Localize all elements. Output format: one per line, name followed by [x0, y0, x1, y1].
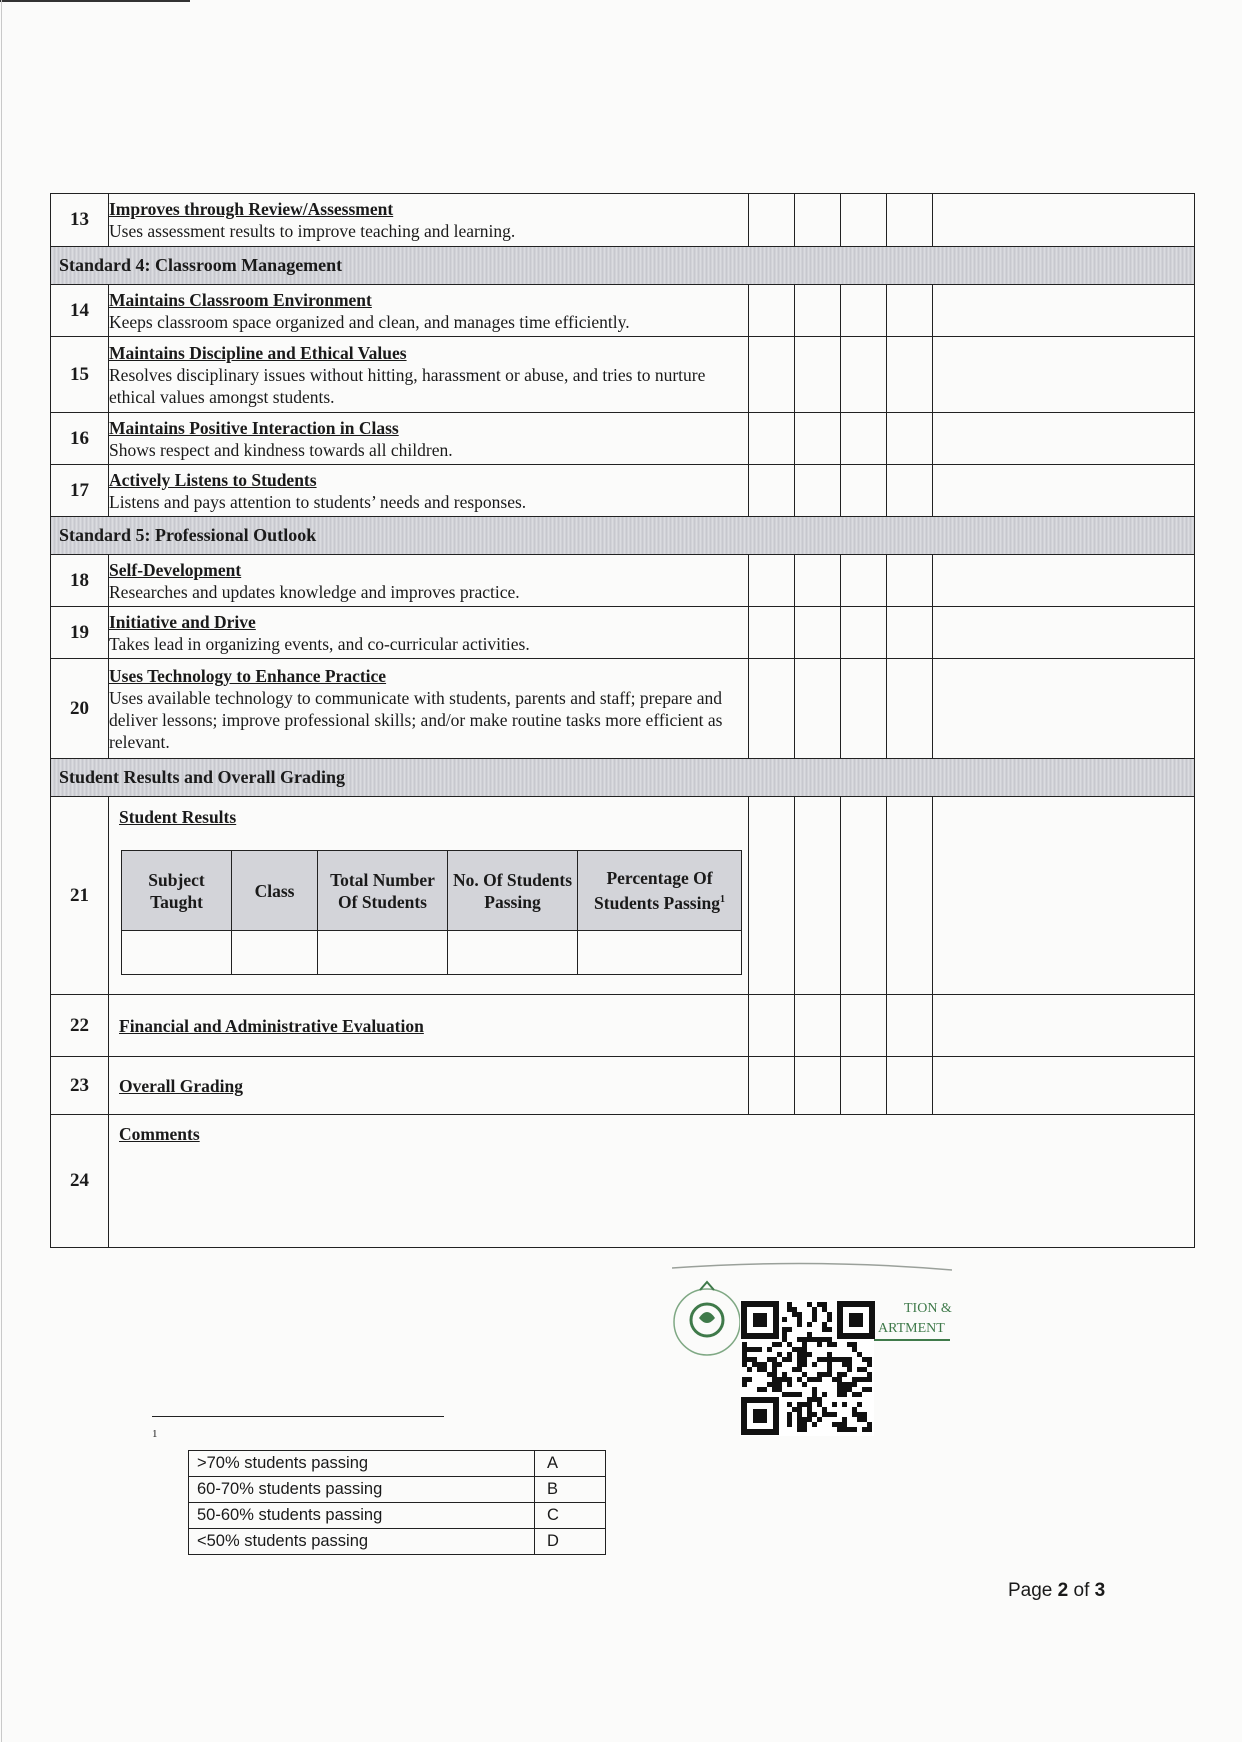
grade-criterion: <50% students passing	[189, 1529, 535, 1555]
rating-cell[interactable]	[795, 337, 841, 413]
row-number: 22	[51, 995, 109, 1057]
remarks-cell[interactable]	[933, 194, 1195, 247]
stamp-graphic	[672, 1262, 952, 1450]
remarks-cell[interactable]	[933, 607, 1195, 659]
criterion-cell	[109, 555, 749, 607]
criterion-title: Maintains Discipline and Ethical Values	[109, 342, 407, 363]
total-pages: 3	[1094, 1580, 1106, 1601]
table-row	[51, 659, 1195, 759]
rating-cell[interactable]	[795, 607, 841, 659]
table-row	[51, 607, 1195, 659]
financial-evaluation-title: Financial and Administrative Evaluation	[119, 1015, 424, 1036]
rating-cell[interactable]	[795, 659, 841, 759]
grading-scale-table	[188, 1450, 606, 1555]
row-number: 14	[51, 285, 109, 337]
remarks-cell[interactable]	[933, 413, 1195, 465]
criterion-title: Maintains Classroom Environment	[109, 289, 372, 310]
table-row	[189, 1477, 606, 1503]
rating-cell[interactable]	[841, 797, 887, 995]
percentage-header-text: Percentage Of Students Passing	[594, 868, 720, 913]
criterion-cell	[109, 1057, 749, 1115]
standard-header-row	[51, 247, 1195, 285]
total-students-input-cell[interactable]	[318, 931, 448, 975]
criterion-title: Self-Development	[109, 559, 242, 580]
criterion-description: Listens and pays attention to students’ needs and responses.	[109, 491, 527, 512]
rating-cell[interactable]	[749, 555, 795, 607]
table-row	[51, 1115, 1195, 1248]
overall-grading-title: Overall Grading	[119, 1075, 243, 1096]
standard-header-row	[51, 759, 1195, 797]
top-edge-line	[0, 0, 190, 2]
row-number: 23	[51, 1057, 109, 1115]
criterion-title: Maintains Positive Interaction in Class	[109, 417, 399, 438]
evaluation-table	[50, 193, 1195, 1248]
rating-cell[interactable]	[749, 285, 795, 337]
emblem-icon	[674, 1282, 740, 1355]
student-results-title: Student Results	[119, 807, 237, 827]
students-passing-input-cell[interactable]	[448, 931, 578, 975]
grade-letter: A	[535, 1451, 606, 1477]
current-page: 2	[1057, 1580, 1069, 1601]
criterion-title: Actively Listens to Students	[109, 469, 317, 490]
rating-cell[interactable]	[841, 413, 887, 465]
remarks-cell[interactable]	[933, 465, 1195, 517]
rating-cell[interactable]	[795, 1057, 841, 1115]
row-number: 15	[51, 337, 109, 413]
student-results-table	[121, 850, 742, 975]
rating-cell[interactable]	[841, 337, 887, 413]
rating-cell[interactable]	[749, 797, 795, 995]
remarks-cell[interactable]	[933, 555, 1195, 607]
column-header: Subject Taught	[122, 851, 232, 931]
grade-criterion: >70% students passing	[189, 1451, 535, 1477]
table-row	[51, 995, 1195, 1057]
table-row	[189, 1529, 606, 1555]
rating-cell[interactable]	[749, 194, 795, 247]
rating-cell[interactable]	[749, 995, 795, 1057]
percentage-input-cell[interactable]	[578, 931, 742, 975]
remarks-cell[interactable]	[933, 337, 1195, 413]
grade-criterion: 60-70% students passing	[189, 1477, 535, 1503]
rating-cell[interactable]	[749, 1057, 795, 1115]
remarks-cell[interactable]	[933, 1057, 1195, 1115]
grade-criterion: 50-60% students passing	[189, 1503, 535, 1529]
svg-text:TION &: TION &	[904, 1301, 952, 1316]
row-number: 16	[51, 413, 109, 465]
rating-cell[interactable]	[749, 337, 795, 413]
rating-cell[interactable]	[841, 555, 887, 607]
criterion-description: Takes lead in organizing events, and co-curricular activities.	[109, 633, 530, 654]
rating-cell[interactable]	[749, 465, 795, 517]
student-results-entry-row	[122, 931, 742, 975]
rating-cell[interactable]	[887, 413, 933, 465]
department-stamp	[672, 1262, 952, 1450]
page-number: Page 2 of 3	[1008, 1580, 1106, 1601]
rating-cell[interactable]	[749, 413, 795, 465]
table-row	[51, 1057, 1195, 1115]
grade-letter: B	[535, 1477, 606, 1503]
rating-cell[interactable]	[887, 607, 933, 659]
criterion-description: Keeps classroom space organized and clean, and manages time efficiently.	[109, 311, 630, 332]
rating-cell[interactable]	[841, 607, 887, 659]
row-number: 19	[51, 607, 109, 659]
table-row	[189, 1451, 606, 1477]
table-row	[51, 285, 1195, 337]
criterion-description: Researches and updates knowledge and improves practice.	[109, 581, 520, 602]
student-results-header-row	[122, 851, 742, 931]
rating-cell[interactable]	[841, 194, 887, 247]
rating-cell[interactable]	[749, 607, 795, 659]
criterion-title: Initiative and Drive	[109, 611, 256, 632]
column-header: No. Of Students Passing	[448, 851, 578, 931]
table-row	[51, 337, 1195, 413]
remarks-cell[interactable]	[933, 659, 1195, 759]
criterion-description: Uses assessment results to improve teaching and learning.	[109, 221, 516, 241]
rating-cell[interactable]	[887, 285, 933, 337]
results-section-heading: Student Results and Overall Grading	[51, 759, 1195, 797]
rating-cell[interactable]	[887, 465, 933, 517]
rating-cell[interactable]	[841, 1057, 887, 1115]
standard-5-heading: Standard 5: Professional Outlook	[51, 517, 1195, 555]
column-header	[578, 851, 742, 931]
table-row	[51, 797, 1195, 995]
rating-cell[interactable]	[841, 995, 887, 1057]
rating-cell[interactable]	[795, 413, 841, 465]
rating-cell[interactable]	[795, 194, 841, 247]
class-input-cell[interactable]	[232, 931, 318, 975]
criterion-cell	[109, 285, 749, 337]
criterion-title: Uses Technology to Enhance Practice	[109, 665, 387, 686]
rating-cell[interactable]	[887, 995, 933, 1057]
table-row	[51, 465, 1195, 517]
criterion-cell	[109, 194, 749, 247]
row-number: 17	[51, 465, 109, 517]
svg-text:ARTMENT: ARTMENT	[878, 1321, 945, 1336]
column-header: Class	[232, 851, 318, 931]
rating-cell[interactable]	[795, 555, 841, 607]
footnote-separator	[152, 1416, 444, 1417]
footnote-marker: 1	[152, 1428, 158, 1440]
qr-code-icon	[740, 1300, 874, 1436]
rating-cell[interactable]	[887, 659, 933, 759]
rating-cell[interactable]	[795, 995, 841, 1057]
remarks-cell[interactable]	[933, 797, 1195, 995]
rating-cell[interactable]	[795, 285, 841, 337]
criterion-cell	[109, 607, 749, 659]
column-header: Total Number Of Students	[318, 851, 448, 931]
remarks-cell[interactable]	[933, 995, 1195, 1057]
row-number: 24	[51, 1115, 109, 1248]
student-results-cell	[109, 797, 749, 995]
rating-cell[interactable]	[795, 797, 841, 995]
comments-cell[interactable]	[109, 1115, 1195, 1248]
table-row	[189, 1503, 606, 1529]
rating-cell[interactable]	[841, 465, 887, 517]
remarks-cell[interactable]	[933, 285, 1195, 337]
criterion-title: Improves through Review/Assessment	[109, 199, 394, 219]
rating-cell[interactable]	[887, 337, 933, 413]
comments-title: Comments	[119, 1124, 200, 1144]
subject-input-cell[interactable]	[122, 931, 232, 975]
criterion-description: Shows respect and kindness towards all children.	[109, 439, 453, 460]
table-row	[51, 555, 1195, 607]
standard-4-heading: Standard 4: Classroom Management	[51, 247, 1195, 285]
grade-letter: D	[535, 1529, 606, 1555]
row-number: 20	[51, 659, 109, 759]
rating-cell[interactable]	[749, 659, 795, 759]
rating-cell[interactable]	[887, 194, 933, 247]
rating-cell[interactable]	[795, 465, 841, 517]
row-number: 13	[51, 194, 109, 247]
criterion-cell	[109, 413, 749, 465]
criterion-cell	[109, 995, 749, 1057]
criterion-cell	[109, 337, 749, 413]
table-row	[51, 413, 1195, 465]
rating-cell[interactable]	[887, 555, 933, 607]
criterion-cell	[109, 659, 749, 759]
rating-cell[interactable]	[887, 1057, 933, 1115]
table-row	[51, 194, 1195, 247]
left-edge-line	[1, 0, 2, 1742]
criterion-cell	[109, 465, 749, 517]
standard-header-row	[51, 517, 1195, 555]
grade-letter: C	[535, 1503, 606, 1529]
criterion-description: Resolves disciplinary issues without hitting, harassment or abuse, and tries to nurture ethical values amongst students.	[109, 364, 706, 407]
rating-cell[interactable]	[841, 285, 887, 337]
rating-cell[interactable]	[887, 797, 933, 995]
rating-cell[interactable]	[841, 659, 887, 759]
footnote-reference: 1	[719, 894, 725, 906]
row-number: 18	[51, 555, 109, 607]
row-number: 21	[51, 797, 109, 995]
criterion-description: Uses available technology to communicate with students, parents and staff; prepare and deliver lessons; improve professional skills; and/or make routine tasks more efficient as relevant.	[109, 687, 723, 752]
